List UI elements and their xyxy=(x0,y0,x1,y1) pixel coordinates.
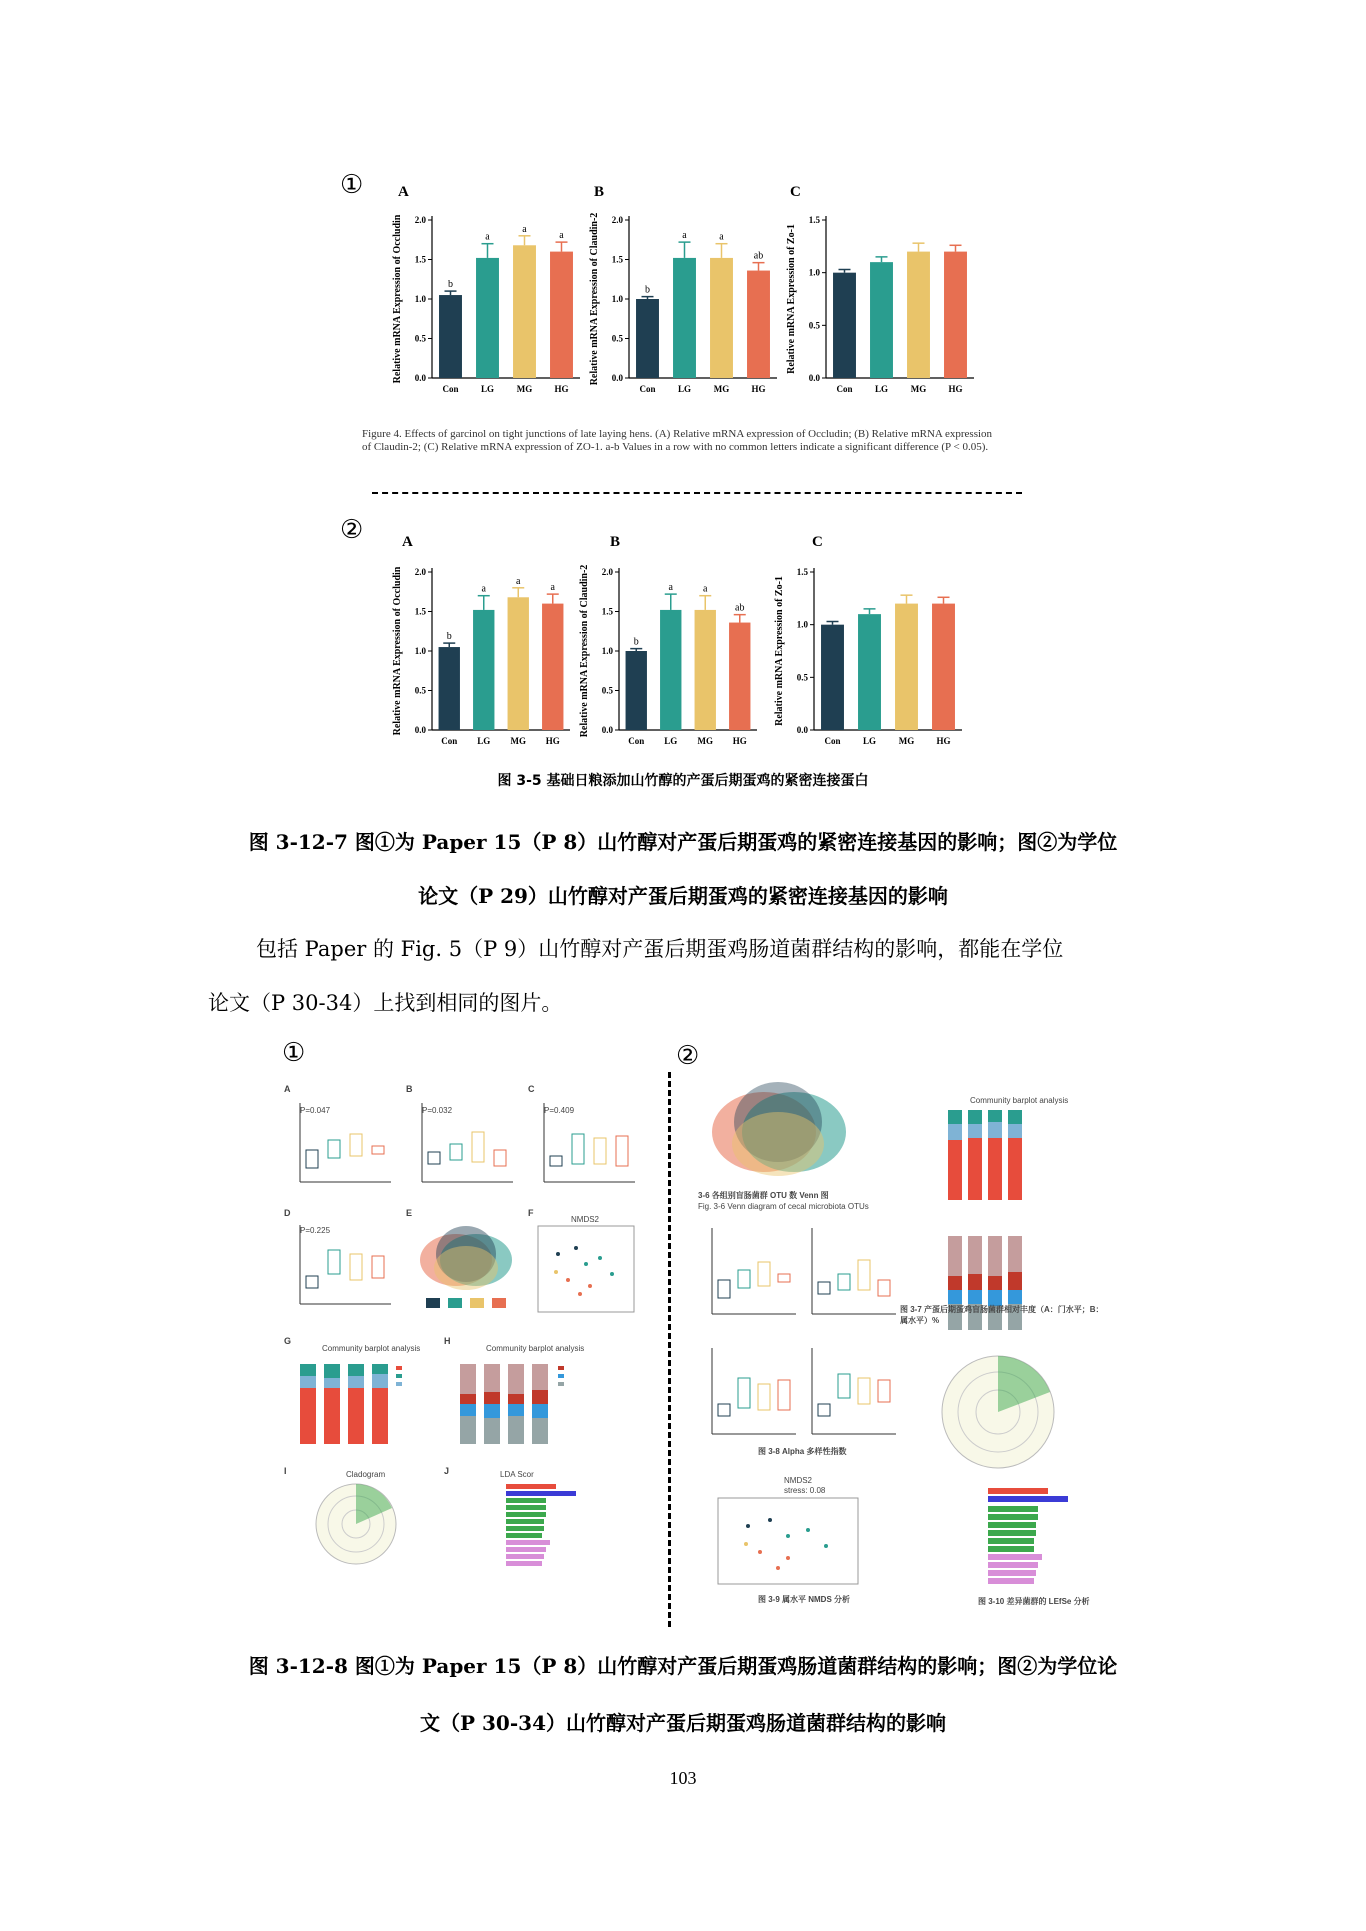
section2-marker: ② xyxy=(340,515,364,545)
significance-letter: a xyxy=(719,231,724,243)
x-tick-label: LG xyxy=(677,384,692,394)
y-tick-label: 0.5 xyxy=(414,685,426,696)
x-tick-label: LG xyxy=(874,384,889,394)
bar-mg xyxy=(907,252,930,378)
section1-panel-c-label: C xyxy=(790,184,801,200)
lower-left-marker: ① xyxy=(282,1038,306,1068)
x-tick-label: Con xyxy=(628,736,645,746)
fig5-boxplot-shannon xyxy=(286,1098,396,1193)
y-tick-label: 0.0 xyxy=(611,373,623,383)
thesis-nmds-title: NMDS2 xyxy=(784,1476,813,1485)
x-tick-label: MG xyxy=(516,384,533,394)
significance-letter: a xyxy=(703,583,708,595)
thesis-barplot-caption: 图 3-7 产蛋后期蛋鸡盲肠菌群相对丰度（A：门水平；B：属水平）% xyxy=(900,1305,1104,1325)
fig5-b-pvalue: P=0.032 xyxy=(422,1106,453,1115)
fig5-label-h: H xyxy=(444,1336,451,1346)
section1-caption-line1: Figure 4. Effects of garcinol on tight junctions of late laying hens. (A) Relative mRNA expression of Occludin; (B) Relative mRNA expression xyxy=(362,428,993,440)
figure-caption-2-line1: 图 3-12-8 图①为 Paper 15（P 8）山竹醇对产蛋后期蛋鸡肠道菌群结构的影响；图②为学位论 xyxy=(248,1654,1118,1678)
chart-zo1-thesis xyxy=(770,550,970,762)
y-tick-label: 2.0 xyxy=(611,215,623,225)
y-tick-label: 0.0 xyxy=(808,373,820,383)
fig5-label-i: I xyxy=(284,1466,287,1476)
x-tick-label: Con xyxy=(824,736,841,746)
section1-caption xyxy=(362,428,1022,454)
paragraph-line2: 论文（P 30-34）上找到相同的图片。 xyxy=(208,991,563,1015)
fig5-label-e: E xyxy=(406,1208,413,1218)
section2-caption: 图 3-5 基础日粮添加山竹醇的产蛋后期蛋鸡的紧密连接蛋白 xyxy=(497,773,869,789)
fig5-nmds-plot xyxy=(528,1224,648,1320)
y-tick-label: 0.5 xyxy=(796,672,808,683)
thesis-lefse-caption: 图 3-10 差异菌群的 LEfSe 分析 xyxy=(978,1597,1090,1606)
thesis-venn-caption: 3-6 各组别盲肠菌群 OTU 数 Venn 图 xyxy=(698,1191,829,1200)
thesis-figures xyxy=(688,1078,1108,1618)
fig5-boxplot-simpson xyxy=(408,1098,518,1193)
y-tick-label: 2.0 xyxy=(601,567,613,577)
fig5-label-g: G xyxy=(284,1336,292,1346)
fig5-h-title: Community barplot analysis xyxy=(486,1344,585,1353)
bar-con xyxy=(833,273,856,378)
thesis-alpha-boxplots xyxy=(692,1218,912,1458)
thesis-nmds-plot xyxy=(708,1496,888,1592)
significance-letter: a xyxy=(668,582,673,594)
significance-letter: ab xyxy=(753,250,764,262)
fig5-label-b: B xyxy=(406,1084,413,1094)
y-tick-label: 1.5 xyxy=(611,254,623,265)
y-tick-label: 1.0 xyxy=(796,619,808,630)
x-tick-label: LG xyxy=(664,736,678,746)
y-tick-label: 0.5 xyxy=(414,333,426,344)
y-axis-label: Relative mRNA Expression of Occludin xyxy=(392,566,403,736)
y-tick-label: 2.0 xyxy=(414,215,426,225)
x-tick-label: HG xyxy=(732,736,747,746)
x-tick-label: HG xyxy=(948,384,963,394)
y-tick-label: 0.0 xyxy=(414,725,426,735)
fig5-a-pvalue: P=0.047 xyxy=(300,1106,331,1115)
bar-mg xyxy=(695,610,716,730)
fig5-g-title: Community barplot analysis xyxy=(322,1344,421,1353)
y-tick-label: 0.5 xyxy=(601,685,613,696)
lower-right-marker: ② xyxy=(676,1041,700,1071)
y-tick-label: 1.5 xyxy=(601,606,613,617)
bar-con xyxy=(439,295,462,378)
figure-caption-1-line2: 论文（P 29）山竹醇对产蛋后期蛋鸡的紧密连接基因的影响 xyxy=(418,884,948,908)
fig5-label-a: A xyxy=(284,1084,291,1094)
y-axis-label: Relative mRNA Expression of Claudin-2 xyxy=(579,564,590,738)
chart-occludin-thesis xyxy=(388,550,578,762)
fig5-c-pvalue: P=0.409 xyxy=(544,1106,575,1115)
x-tick-label: Con xyxy=(441,736,458,746)
significance-letter: a xyxy=(481,583,486,595)
significance-letter: a xyxy=(522,223,527,235)
significance-letter: a xyxy=(485,231,490,243)
x-tick-label: MG xyxy=(713,384,730,394)
lower-divider xyxy=(668,1072,671,1627)
x-tick-label: MG xyxy=(510,736,526,746)
x-tick-label: MG xyxy=(898,736,915,746)
bar-hg xyxy=(550,252,573,378)
bar-hg xyxy=(729,623,750,730)
y-tick-label: 0.5 xyxy=(808,320,820,331)
section-divider xyxy=(372,492,1022,494)
significance-letter: b xyxy=(446,631,452,643)
fig5-venn-diagram xyxy=(406,1218,526,1318)
y-axis-label: Relative mRNA Expression of Zo-1 xyxy=(774,576,785,726)
bar-hg xyxy=(944,252,967,378)
fig5-label-d: D xyxy=(284,1208,291,1218)
bar-hg xyxy=(932,604,955,730)
paragraph-line1: 包括 Paper 的 Fig. 5（P 9）山竹醇对产蛋后期蛋鸡肠道菌群结构的影响，都能在学位 xyxy=(256,937,1064,961)
section2-panel-b-label: B xyxy=(610,534,621,550)
y-axis-label: Relative mRNA Expression of Claudin-2 xyxy=(589,212,600,386)
fig5-boxplot-chao xyxy=(286,1220,396,1315)
bar-mg xyxy=(508,597,529,730)
bar-lg xyxy=(473,610,494,730)
thesis-nmds-stress: stress: 0.08 xyxy=(784,1486,826,1495)
bar-lg xyxy=(870,262,893,378)
thesis-barplots xyxy=(928,1106,1098,1386)
y-tick-label: 1.0 xyxy=(808,267,820,278)
y-axis-label: Relative mRNA Expression of Zo-1 xyxy=(786,224,797,374)
thesis-lda-bars xyxy=(928,1482,1098,1602)
y-tick-label: 1.5 xyxy=(414,254,426,265)
significance-letter: ab xyxy=(735,602,745,614)
section2-panel-a-label: A xyxy=(402,534,413,550)
bar-con xyxy=(439,647,460,730)
thesis-venn-caption-en: Fig. 3-6 Venn diagram of cecal microbiota OTUs xyxy=(698,1202,869,1211)
bar-con xyxy=(636,299,659,378)
bar-mg xyxy=(513,245,536,378)
y-tick-label: 2.0 xyxy=(414,567,426,577)
significance-letter: a xyxy=(559,230,564,242)
fig5-j-title: LDA Scor xyxy=(500,1470,534,1479)
page-number: 103 xyxy=(669,1768,697,1788)
significance-letter: b xyxy=(633,636,639,648)
fig5-genus-barplot xyxy=(446,1354,606,1454)
y-tick-label: 1.0 xyxy=(611,294,623,304)
y-tick-label: 1.5 xyxy=(796,567,808,577)
y-tick-label: 0.0 xyxy=(601,725,613,735)
y-axis-label: Relative mRNA Expression of Occludin xyxy=(392,214,403,384)
section2-panel-c-label: C xyxy=(812,534,823,550)
chart-claudin-thesis xyxy=(575,550,765,762)
bar-mg xyxy=(895,604,918,730)
x-tick-label: Con xyxy=(442,384,459,394)
thesis-alpha-caption: 图 3-8 Alpha 多样性指数 xyxy=(758,1447,847,1456)
paper-figure5 xyxy=(266,1078,656,1593)
bar-lg xyxy=(660,610,681,730)
x-tick-label: Con xyxy=(639,384,656,394)
x-tick-label: MG xyxy=(910,384,927,394)
fig5-cladogram xyxy=(296,1478,416,1568)
section1-panel-b-label: B xyxy=(594,184,605,200)
y-tick-label: 0.5 xyxy=(611,333,623,344)
fig5-label-c: C xyxy=(528,1084,535,1094)
bar-hg xyxy=(747,271,770,378)
y-tick-label: 1.0 xyxy=(414,294,426,304)
x-tick-label: HG xyxy=(545,736,560,746)
significance-letter: a xyxy=(516,575,521,587)
y-tick-label: 1.5 xyxy=(808,215,820,225)
section1-caption-line2: of Claudin-2; (C) Relative mRNA expression of ZO-1. a-b Values in a row with no common letters indicate a significant difference (P < 0.05). xyxy=(362,441,989,453)
fig5-phylum-barplot xyxy=(286,1354,436,1454)
thesis-nmds-caption: 图 3-9 属水平 NMDS 分析 xyxy=(758,1595,851,1604)
chart-claudin-paper xyxy=(585,198,785,410)
bar-lg xyxy=(673,258,696,378)
fig5-label-j: J xyxy=(444,1466,450,1476)
thesis-venn-diagram xyxy=(694,1082,864,1192)
thesis-cladogram xyxy=(928,1346,1098,1476)
figure-caption-1-line1: 图 3-12-7 图①为 Paper 15（P 8）山竹醇对产蛋后期蛋鸡的紧密连接基因的影响；图②为学位 xyxy=(248,830,1118,854)
bar-hg xyxy=(542,604,563,730)
bar-con xyxy=(626,651,647,730)
bar-lg xyxy=(476,258,499,378)
significance-letter: a xyxy=(682,230,687,242)
thesis-barplot-title: Community barplot analysis xyxy=(970,1096,1069,1105)
section1-panel-a-label: A xyxy=(398,184,409,200)
x-tick-label: HG xyxy=(936,736,951,746)
bar-con xyxy=(821,625,844,730)
fig5-boxplot-ace xyxy=(530,1098,640,1193)
section1-marker: ① xyxy=(340,170,364,200)
x-tick-label: MG xyxy=(697,736,713,746)
significance-letter: a xyxy=(550,582,555,594)
y-tick-label: 1.0 xyxy=(414,646,426,656)
x-tick-label: Con xyxy=(836,384,853,394)
x-tick-label: HG xyxy=(554,384,569,394)
bar-mg xyxy=(710,258,733,378)
y-tick-label: 0.0 xyxy=(796,725,808,735)
bar-lg xyxy=(858,614,881,730)
fig5-d-pvalue: P=0.225 xyxy=(300,1226,331,1235)
significance-letter: b xyxy=(645,284,650,296)
chart-zo1-paper xyxy=(782,198,982,410)
y-tick-label: 1.5 xyxy=(414,606,426,617)
fig5-i-title: Cladogram xyxy=(346,1470,386,1479)
fig5-lda-bars xyxy=(446,1480,626,1570)
x-tick-label: LG xyxy=(862,736,877,746)
y-tick-label: 1.0 xyxy=(601,646,613,656)
x-tick-label: LG xyxy=(480,384,495,394)
chart-occludin-paper xyxy=(388,198,588,410)
x-tick-label: LG xyxy=(477,736,491,746)
figure-caption-2-line2: 文（P 30-34）山竹醇对产蛋后期蛋鸡肠道菌群结构的影响 xyxy=(420,1711,946,1735)
fig5-label-f: F xyxy=(528,1208,534,1218)
significance-letter: b xyxy=(448,279,453,291)
y-tick-label: 0.0 xyxy=(414,373,426,383)
x-tick-label: HG xyxy=(751,384,766,394)
fig5-nmds-title: NMDS2 xyxy=(571,1215,600,1224)
